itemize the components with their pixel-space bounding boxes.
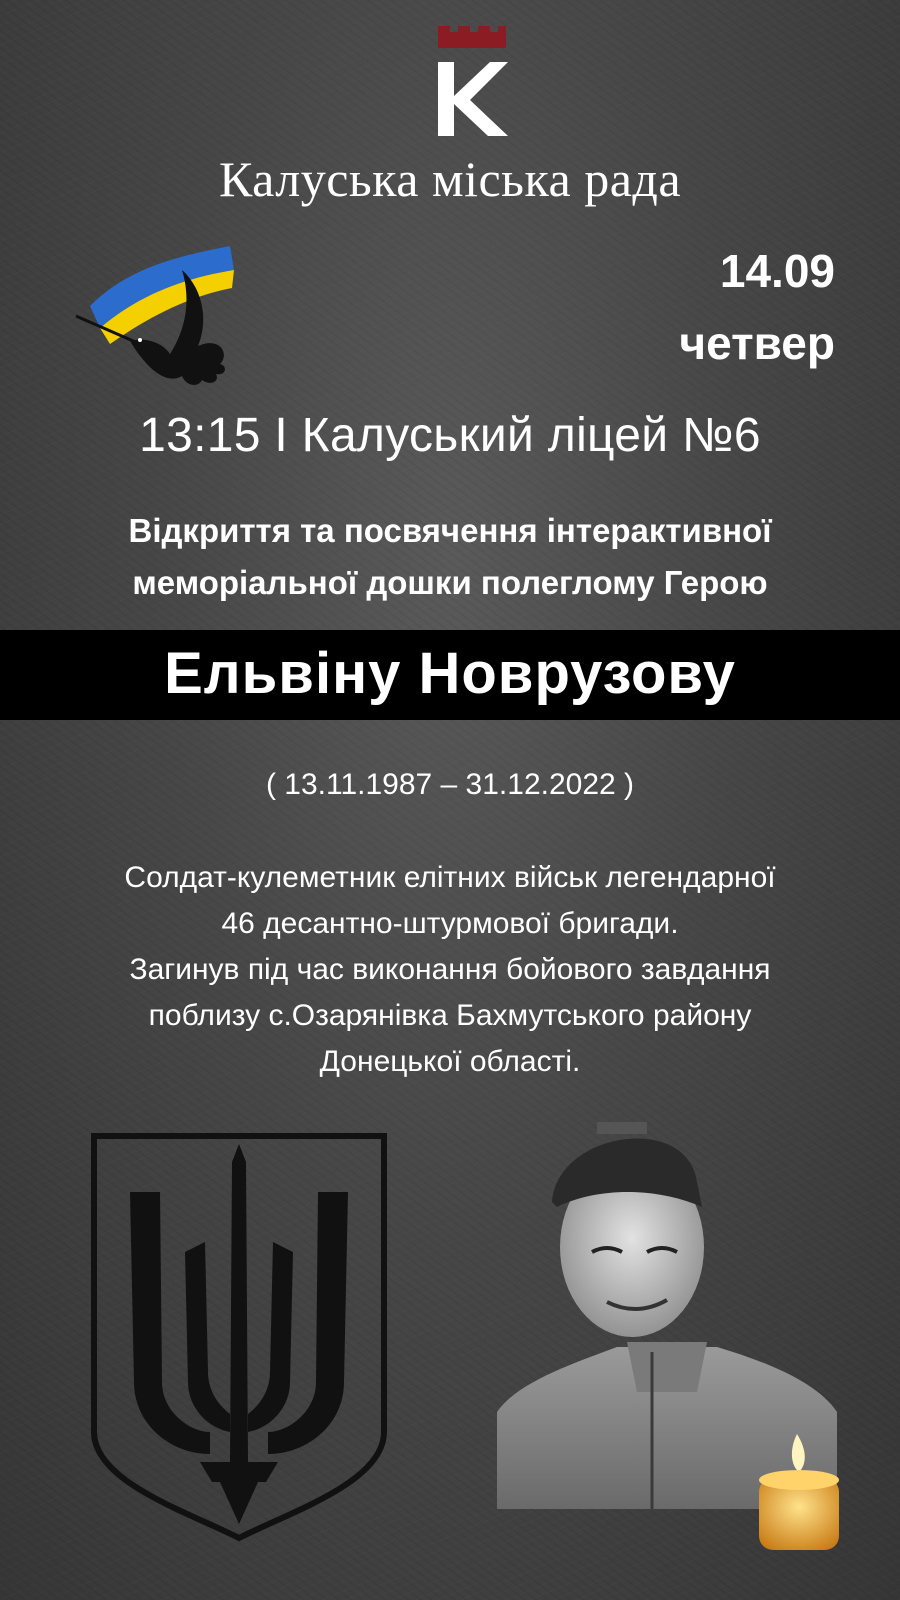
trident-icon — [90, 1132, 388, 1542]
peace-dove-icon — [70, 236, 240, 396]
event-date: 14.09 — [719, 245, 835, 297]
city-logo-icon — [436, 22, 508, 138]
org-name: Калуська міська рада — [218, 151, 682, 207]
bio-line: Загинув під час виконання бойового завдання — [129, 953, 771, 986]
subtitle-line: Відкриття та посвячення інтерактивної — [128, 512, 772, 549]
event-subtitle — [0, 505, 900, 609]
bio-line: Солдат-кулеметник елітних військ легендарної — [124, 861, 776, 894]
event-time-place: 13:15 І Калуський ліцей №6 — [139, 409, 761, 462]
bio-line: 46 десантно-штурмової бригади. — [221, 907, 679, 940]
hero-name: Ельвіну Новрузову — [164, 641, 736, 706]
subtitle-line: меморіальної дошки полеглому Герою — [132, 564, 768, 601]
candle-icon — [755, 1430, 843, 1555]
hero-bio — [0, 855, 900, 1085]
bio-line: поблизу с.Озарянівка Бахмутського району — [148, 999, 752, 1032]
hero-life-dates: ( 13.11.1987 – 31.12.2022 ) — [265, 768, 635, 801]
event-weekday: четвер — [679, 317, 835, 369]
bio-line: Донецької області. — [319, 1045, 581, 1078]
